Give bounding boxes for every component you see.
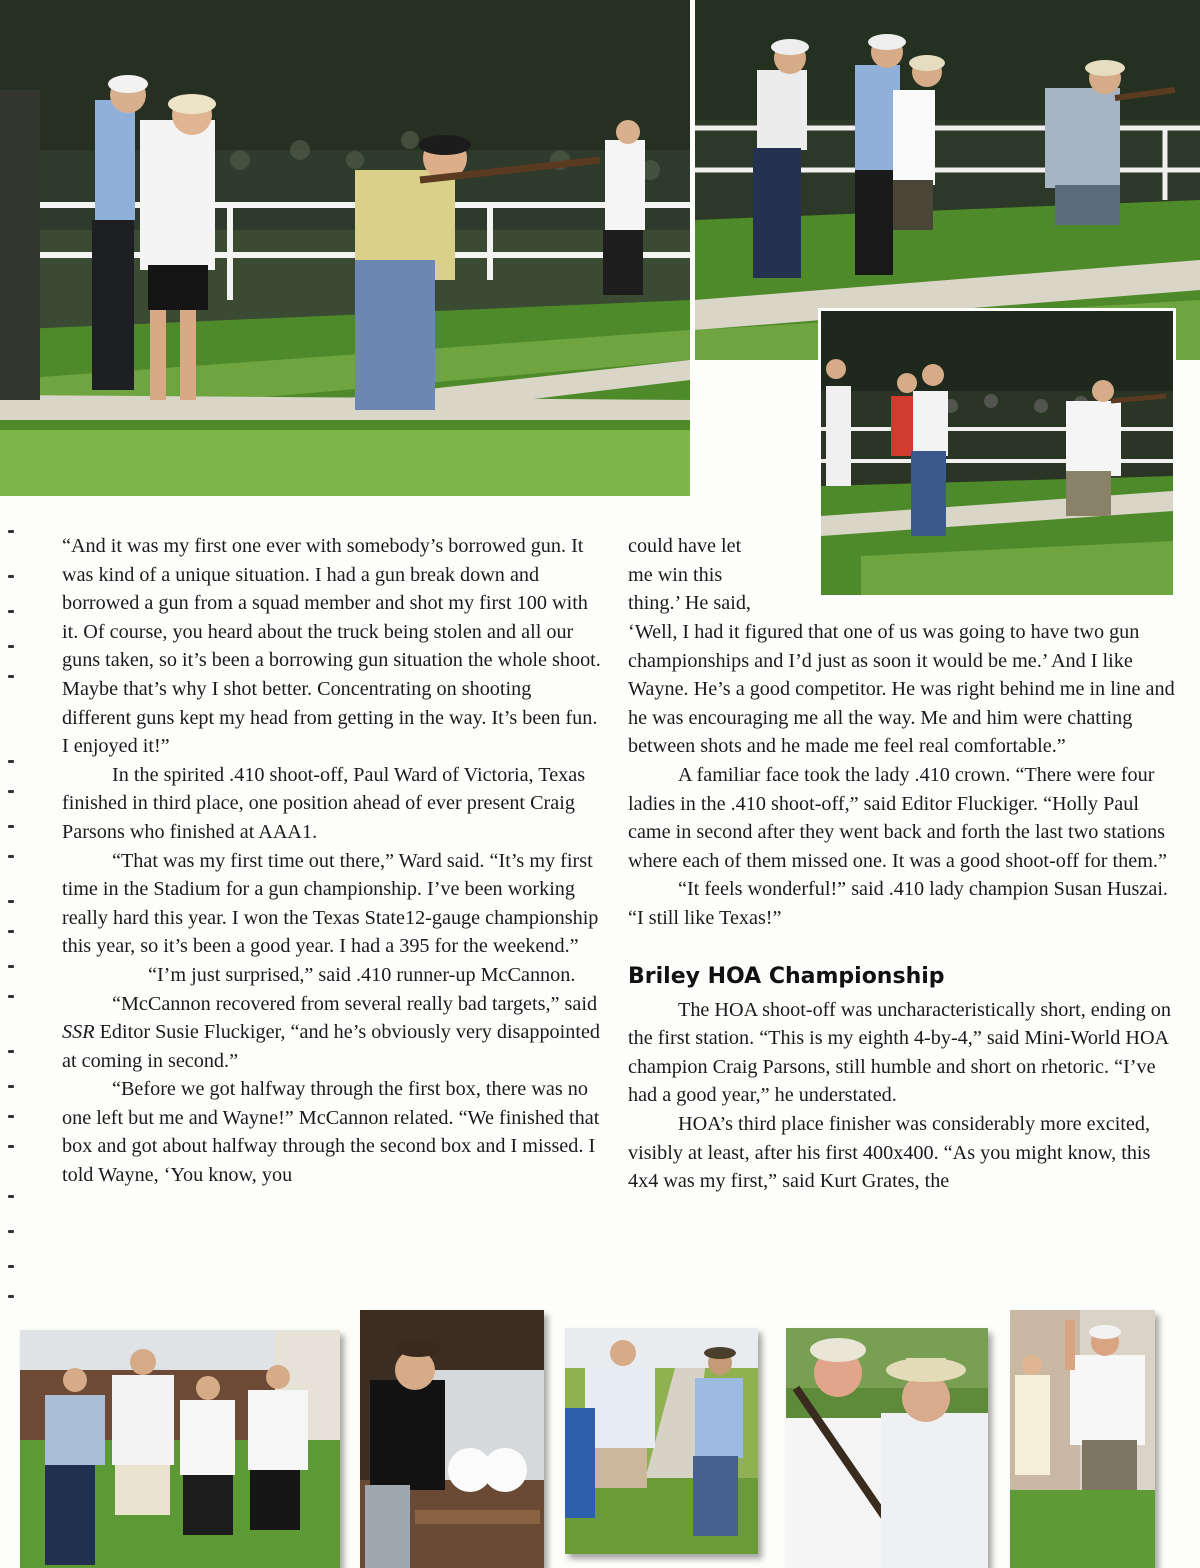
paragraph-hoa-shootoff: The HOA shoot-off was uncharacteristically short, ending on the first station. “This is my eighth 4-by-4,” said Mini-World HOA champion Craig Parsons, still humble and short on rhetoric. “I’ve had a good year,” he understated. xyxy=(628,998,1171,1107)
photo-two-men-talking xyxy=(565,1328,758,1554)
paragraph-hoa-third-place: HOA’s third place finisher was considerably more excited, visibly at least, after his first 400x400. “As you might know, this 4x4 was my first,” said Kurt Grates, the xyxy=(628,1112,1151,1193)
paragraph-mccannon-related: “Before we got halfway through the first box, there was no one left but me and Wayne!” McCannon related. “We finished that box and got about halfway through the second box and I missed. I told Wayne, ‘You know, you xyxy=(62,1078,600,1187)
photo-man-with-dogs xyxy=(360,1310,544,1568)
line-could-have-let: could have let xyxy=(628,535,742,557)
ssr-abbreviation: SSR xyxy=(62,1021,95,1044)
photo-squad-on-station xyxy=(695,0,1200,360)
margin-edge-marks xyxy=(8,520,20,1320)
paragraph-ward-quote: “That was my first time out there,” Ward said. “It’s my first time in the Stadium for a gun championship. I’ve been working really hard this year. I won the Texas State12-gauge championship this year, so it’s been a good year. I had a 395 for the weekend.” xyxy=(62,849,599,958)
photo-celebrating-shooter xyxy=(1010,1310,1155,1568)
paragraph-mccannon-surprised: “I’m just surprised,” said .410 runner-up McCannon. xyxy=(148,963,576,986)
article-right-column xyxy=(628,618,1176,1196)
paragraph-wayne-quote: ‘Well, I had it figured that one of us was going to have two gun championships and I’d just as soon it would be me.’ And I like Wayne. He’s a good competitor. He was right behind me in line and he was encouraging me all the way. Me and him were chatting between shots and he made me feel real comfortable.” xyxy=(628,621,1175,758)
paragraph-lady-410-crown: A familiar face took the lady .410 crown. “There were four ladies in the .410 shoot-off,” said Editor Fluckiger. “Holly Paul came in second after they went back and forth the last two stations where each of them missed one. It was a good shoot-off for them.” xyxy=(628,763,1167,872)
line-thing-he-said: thing.’ He said, xyxy=(628,592,751,615)
photo-shooter-inset xyxy=(818,308,1176,598)
line-me-win-this: me win this xyxy=(628,563,723,586)
paragraph-410-shootoff: In the spirited .410 shoot-off, Paul Ward of Victoria, Texas finished in third place, one position ahead of ever present Craig Parsons who finished at AAA1. xyxy=(62,763,586,843)
photo-group-of-shooters xyxy=(20,1330,340,1568)
paragraph-huszai-quote: “It feels wonderful!” said .410 lady champion Susan Huszai. “I still like Texas!” xyxy=(628,878,1168,929)
photo-men-with-hats-closeup xyxy=(786,1328,988,1568)
section-heading-briley-hoa: Briley HOA Championship xyxy=(628,963,945,989)
paragraph-borrowed-gun-quote: “And it was my first one ever with somebody’s borrowed gun. It was kind of a unique situation. I had a gun break down and borrowed a gun from a squad member and shot my first 100 with it. Of course, you heard about the truck being stolen and all our guns taken, so it’s been a borrowing gun situation the whole shoot. Maybe that’s why I shot better. Concentrating on shooting different guns kept my head from getting in the way. It’s been fun. I enjoyed it!” xyxy=(62,535,601,758)
paragraph-fluckiger-quote: “McCannon recovered from several really bad targets,” said SSR Editor Susie Fluckiger, “and he’s obviously very disappointed at coming in second.” xyxy=(62,992,601,1072)
article-right-column-narrow xyxy=(628,532,808,618)
article-left-column xyxy=(62,532,602,1190)
photo-shooter-firing-stadium xyxy=(0,0,690,496)
